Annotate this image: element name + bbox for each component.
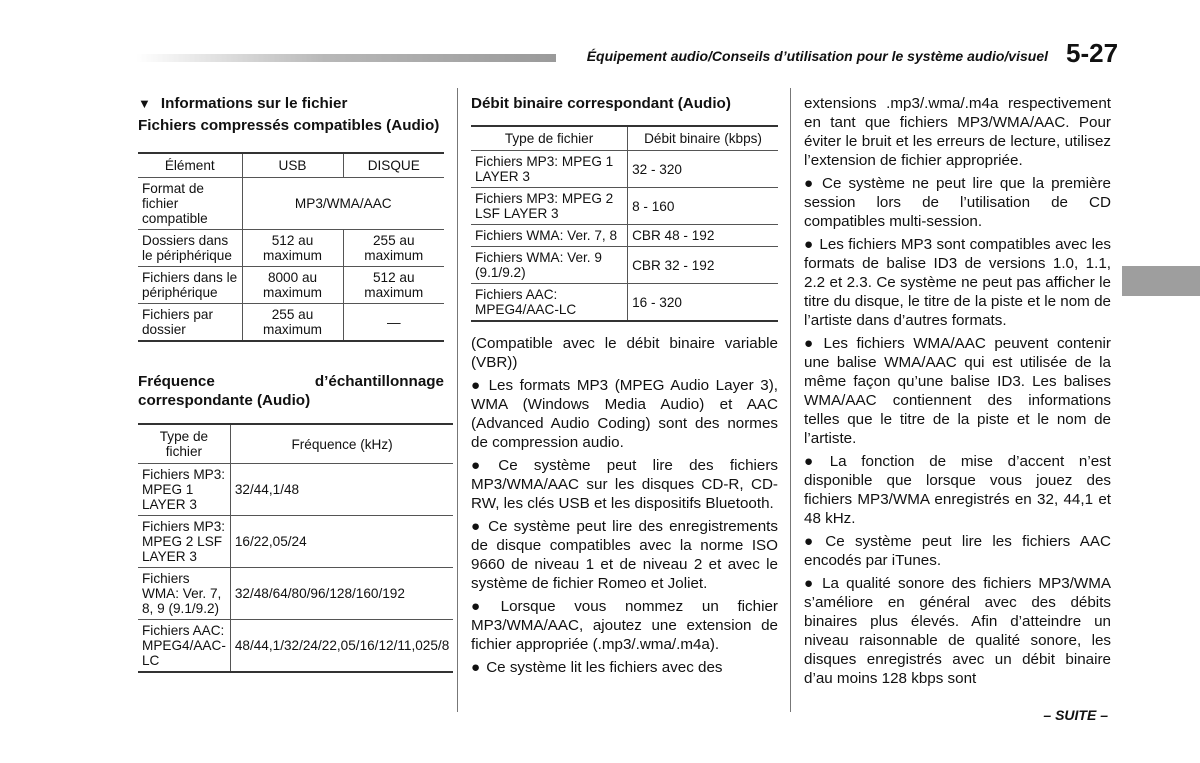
bullet-dot-icon: ● xyxy=(471,377,483,394)
table-cell: 8 - 160 xyxy=(628,188,778,225)
column-header: USB xyxy=(242,153,343,178)
column-2 xyxy=(471,94,778,677)
table2-heading: Fréquence d’échantillonnage correspondante (Audio) xyxy=(138,373,444,409)
table-row xyxy=(471,247,778,284)
column-header: Type de fichier xyxy=(138,424,230,464)
table-cell: Fichiers dans le périphérique xyxy=(138,267,242,304)
table-cell: Fichiers MP3: MPEG 2 LSF LAYER 3 xyxy=(471,188,628,225)
table-cell: Fichiers MP3: MPEG 1 LAYER 3 xyxy=(471,151,628,188)
bullet-paragraph: ● Ce système ne peut lire que la première session lors de l’utilisation de CD compatibles multi-session. xyxy=(804,175,1111,230)
bullet-paragraph: ● La fonction de mise d’accent n’est disponible que lorsque vous jouez des fichiers MP3/WMA enregistrés en 32, 44,1 et 48 kHz. xyxy=(804,453,1111,527)
table-cell: 32/44,1/48 xyxy=(230,464,453,516)
table-cell: Format de fichier compatible xyxy=(138,178,242,230)
table-cell: 512 au maximum xyxy=(242,230,343,267)
table-cell: Fichiers MP3: MPEG 2 LSF LAYER 3 xyxy=(138,516,230,568)
continued-marker: – SUITE – xyxy=(1043,707,1108,723)
table-row xyxy=(138,304,444,342)
bullet-dot-icon: ● xyxy=(804,236,814,253)
table-row xyxy=(471,225,778,247)
table-cell: Fichiers AAC: MPEG4/AAC-LC xyxy=(138,620,230,673)
table-cell: Dossiers dans le périphérique xyxy=(138,230,242,267)
triangle-bullet-icon: ▼ xyxy=(138,96,151,111)
bullet-paragraph: ● Ce système peut lire des fichiers MP3/WMA/AAC sur les disques CD-R, CD-RW, les clés USB et les dispositifs Bluetooth. xyxy=(471,457,778,512)
table-cell: Fichiers WMA: Ver. 7, 8 xyxy=(471,225,628,247)
table-cell: 16/22,05/24 xyxy=(230,516,453,568)
table-cell: 32 - 320 xyxy=(628,151,778,188)
bullet-paragraph: ● Les fichiers MP3 sont compatibles avec les formats de balise ID3 de versions 1.0, 1.1, 2.2 et 2.3. Ce système ne peut pas afficher le titre du disque, le titre de la piste et le nom de l’artiste dans d’autres formats. xyxy=(804,236,1111,329)
table-row xyxy=(138,267,444,304)
table-cell: 255 au maximum xyxy=(242,304,343,342)
table-cell: 16 - 320 xyxy=(628,284,778,322)
compatible-files-table xyxy=(138,152,444,342)
bullet-paragraph: ● Ce système peut lire les fichiers AAC encodés par iTunes. xyxy=(804,533,1111,569)
bullet-dot-icon: ● xyxy=(471,518,483,535)
table-cell: MP3/WMA/AAC xyxy=(242,178,444,230)
table-cell: Fichiers AAC: MPEG4/AAC-LC xyxy=(471,284,628,322)
bullet-dot-icon: ● xyxy=(471,659,481,676)
table-row xyxy=(138,568,453,620)
table-cell: — xyxy=(343,304,444,342)
table-cell: 48/44,1/32/24/22,05/16/12/11,025/8 xyxy=(230,620,453,673)
table-cell: 255 au maximum xyxy=(343,230,444,267)
table-header-row xyxy=(138,153,444,178)
table3-heading: Débit binaire correspondant (Audio) xyxy=(471,95,731,112)
column-3 xyxy=(804,94,1111,688)
bitrate-table xyxy=(471,125,778,322)
table-cell: CBR 48 - 192 xyxy=(628,225,778,247)
sampling-frequency-table xyxy=(138,423,453,673)
table-cell: 32/48/64/80/96/128/160/192 xyxy=(230,568,453,620)
column-divider-2 xyxy=(790,88,791,712)
bullet-dot-icon: ● xyxy=(471,457,493,474)
page-number: 5-27 xyxy=(1066,38,1119,68)
table-row xyxy=(138,178,444,230)
bullet-paragraph: ● Ce système lit les fichiers avec des xyxy=(471,659,723,676)
vbr-note: (Compatible avec le débit binaire variable (VBR)) xyxy=(471,335,778,371)
table-cell: Fichiers WMA: Ver. 7, 8, 9 (9.1/9.2) xyxy=(138,568,230,620)
table-cell: 512 au maximum xyxy=(343,267,444,304)
column-divider-1 xyxy=(457,88,458,712)
column-header: Élément xyxy=(138,153,242,178)
section-heading: ▼ Informations sur le fichier xyxy=(138,95,348,112)
bullet-paragraph: ● La qualité sonore des fichiers MP3/WMA s’améliore en général avec des débits binaires plus élevés. Afin d’atteindre un niveau raisonnable de qualité sonore, les disques enregistrés avec un débit binaire d’au moins 128 kbps sont xyxy=(804,575,1111,687)
running-header: Équipement audio/Conseils d’utilisation pour le système audio/visuel xyxy=(586,48,1048,64)
bullet-paragraph: ● Ce système peut lire des enregistrements de disque compatibles avec la norme ISO 9660 de niveau 1 et de niveau 2 et avec le système de fichier Romeo et Joliet. xyxy=(471,518,778,592)
table-cell: Fichiers par dossier xyxy=(138,304,242,342)
column-1 xyxy=(138,94,450,673)
bullet-dot-icon: ● xyxy=(471,598,495,615)
header-rule xyxy=(136,54,556,62)
table-row xyxy=(138,230,444,267)
table-row xyxy=(138,516,453,568)
table-cell: Fichiers WMA: Ver. 9 (9.1/9.2) xyxy=(471,247,628,284)
bullet-dot-icon: ● xyxy=(804,575,817,592)
table-row xyxy=(138,620,453,673)
bullet-paragraph: ● Lorsque vous nommez un fichier MP3/WMA/AAC, ajoutez une extension de fichier appropriée (.mp3/.wma/.m4a). xyxy=(471,598,778,653)
bullet-dot-icon: ● xyxy=(804,453,824,470)
table-row xyxy=(138,464,453,516)
table-cell: Fichiers MP3: MPEG 1 LAYER 3 xyxy=(138,464,230,516)
column-header: Débit binaire (kbps) xyxy=(628,126,778,151)
table1-heading: Fichiers compressés compatibles (Audio) xyxy=(138,117,440,134)
chapter-tab xyxy=(1122,266,1200,296)
table-row xyxy=(471,151,778,188)
table-row xyxy=(471,188,778,225)
bullet-paragraph: ● Les formats MP3 (MPEG Audio Layer 3), WMA (Windows Media Audio) et AAC (Advanced Audio Coding) sont des normes de compression audio. xyxy=(471,377,778,451)
table-cell: CBR 32 - 192 xyxy=(628,247,778,284)
bullet-dot-icon: ● xyxy=(804,335,818,352)
bullet-dot-icon: ● xyxy=(804,533,820,550)
column-header: Type de fichier xyxy=(471,126,628,151)
table-header-row xyxy=(138,424,453,464)
bullet-dot-icon: ● xyxy=(804,175,816,192)
continued-paragraph: extensions .mp3/.wma/.m4a respectivement en tant que fichiers MP3/WMA/AAC. Pour éviter le bruit et les erreurs de lecture, utilisez l’extension de fichier appropriée. xyxy=(804,95,1111,169)
column-header: DISQUE xyxy=(343,153,444,178)
bullet-paragraph: ● Les fichiers WMA/AAC peuvent contenir une balise WMA/AAC qui est utilisée de la même façon qu’une balise ID3. Les balises WMA/AAC contiennent des informations telles que le titre de la piste et le nom de l’artiste. xyxy=(804,335,1111,447)
column-header: Fréquence (kHz) xyxy=(230,424,453,464)
table-header-row xyxy=(471,126,778,151)
table-cell: 8000 au maximum xyxy=(242,267,343,304)
table-row xyxy=(471,284,778,322)
